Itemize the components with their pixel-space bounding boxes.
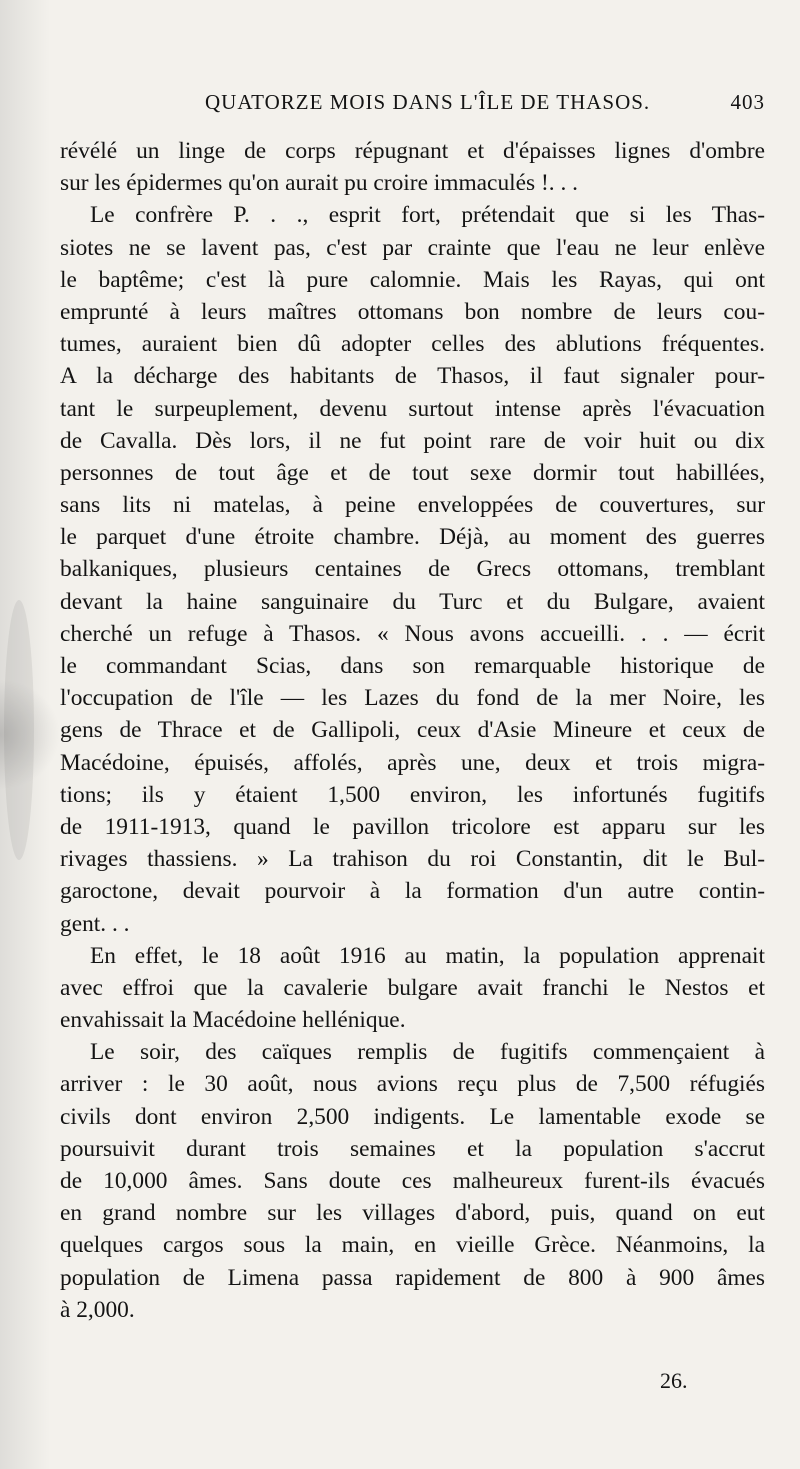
text-line: l'occupation de l'île — les Lazes du fond de la mer Noire, les	[60, 685, 765, 712]
text-line: siotes ne se lavent pas, c'est par crainte que l'eau ne leur enlève	[60, 234, 765, 261]
text-line: sans lits ni matelas, à peine enveloppées de couvertures, sur	[60, 492, 765, 519]
text-line: gent. . .	[60, 910, 130, 937]
text-line: envahissait la Macédoine hellénique.	[60, 1007, 406, 1034]
text-line: rivages thassiens. » La trahison du roi Constantin, dit le Bul-	[60, 846, 765, 873]
paragraph	[60, 199, 765, 939]
text-line: à 2,000.	[60, 1296, 135, 1323]
text-line: de 10,000 âmes. Sans doute ces malheureux furent-ils évacués	[60, 1168, 765, 1194]
text-line: en grand nombre sur les villages d'abord, puis, quand on eut	[60, 1200, 765, 1227]
text-line: arriver : le 30 août, nous avions reçu plus de 7,500 réfugiés	[60, 1071, 765, 1098]
text-line: garoctone, devait pourvoir à la formation d'un autre contin-	[60, 878, 765, 905]
text-line: personnes de tout âge et de tout sexe dormir tout habillées,	[60, 459, 765, 486]
paper-stain	[4, 600, 34, 860]
text-line: poursuivit durant trois semaines et la population s'accrut	[60, 1135, 765, 1162]
paragraph	[60, 1036, 765, 1326]
paragraph	[60, 135, 765, 199]
text-line: révélé un linge de corps répugnant et d'épaisses lignes d'ombre	[60, 138, 765, 164]
text-line: Le soir, des caïques remplis de fugitifs commençaient à	[90, 1039, 765, 1066]
text-line: tumes, auraient bien dû adopter celles des ablutions fréquentes.	[60, 331, 765, 358]
text-line: quelques cargos sous la main, en vieille Grèce. Néanmoins, la	[60, 1232, 765, 1259]
text-line: population de Limena passa rapidement de 800 à 900 âmes	[60, 1264, 765, 1291]
text-line: tant le surpeuplement, devenu surtout intense après l'évacuation	[60, 395, 765, 422]
text-line: tions; ils y étaient 1,500 environ, les infortunés fugitifs	[60, 781, 765, 808]
text-line: Le confrère P. . ., esprit fort, prétendait que si les Thas-	[90, 202, 765, 229]
text-line: devant la haine sanguinaire du Turc et du Bulgare, avaient	[60, 588, 765, 615]
running-title: QUATORZE MOIS DANS L'ÎLE DE THASOS.	[205, 90, 651, 114]
text-line: A la décharge des habitants de Thasos, il faut signaler pour-	[60, 363, 765, 390]
text-line: avec effroi que la cavalerie bulgare avait franchi le Nestos et	[60, 974, 765, 1001]
text-line: gens de Thrace et de Gallipoli, ceux d'Asie Mineure et ceux de	[60, 717, 765, 744]
page-number: 403	[730, 90, 765, 114]
text-line: civils dont environ 2,500 indigents. Le lamentable exode se	[60, 1103, 765, 1130]
running-header	[205, 82, 765, 122]
text-line: le baptême; c'est là pure calomnie. Mais les Rayas, qui ont	[60, 266, 765, 293]
text-line: sur les épidermes qu'on aurait pu croire immaculés !. . .	[60, 170, 578, 197]
text-line: balkaniques, plusieurs centaines de Grecs ottomans, tremblant	[60, 556, 765, 583]
text-line: le commandant Scias, dans son remarquable historique de	[60, 653, 765, 679]
paragraph	[60, 940, 765, 1037]
text-line: le parquet d'une étroite chambre. Déjà, au moment des guerres	[60, 524, 765, 551]
text-line: En effet, le 18 août 1916 au matin, la population apprenait	[90, 942, 765, 969]
text-line: cherché un refuge à Thasos. « Nous avons accueilli. . . — écrit	[60, 620, 765, 647]
body-text	[60, 135, 765, 1326]
signature-mark: 26.	[660, 1368, 688, 1393]
text-line: de 1911-1913, quand le pavillon tricolore est apparu sur les	[60, 813, 765, 840]
text-line: de Cavalla. Dès lors, il ne fut point rare de voir huit ou dix	[60, 427, 765, 454]
text-line: emprunté à leurs maîtres ottomans bon nombre de leurs cou-	[60, 298, 765, 325]
text-line: Macédoine, épuisés, affolés, après une, deux et trois migra-	[60, 749, 765, 776]
